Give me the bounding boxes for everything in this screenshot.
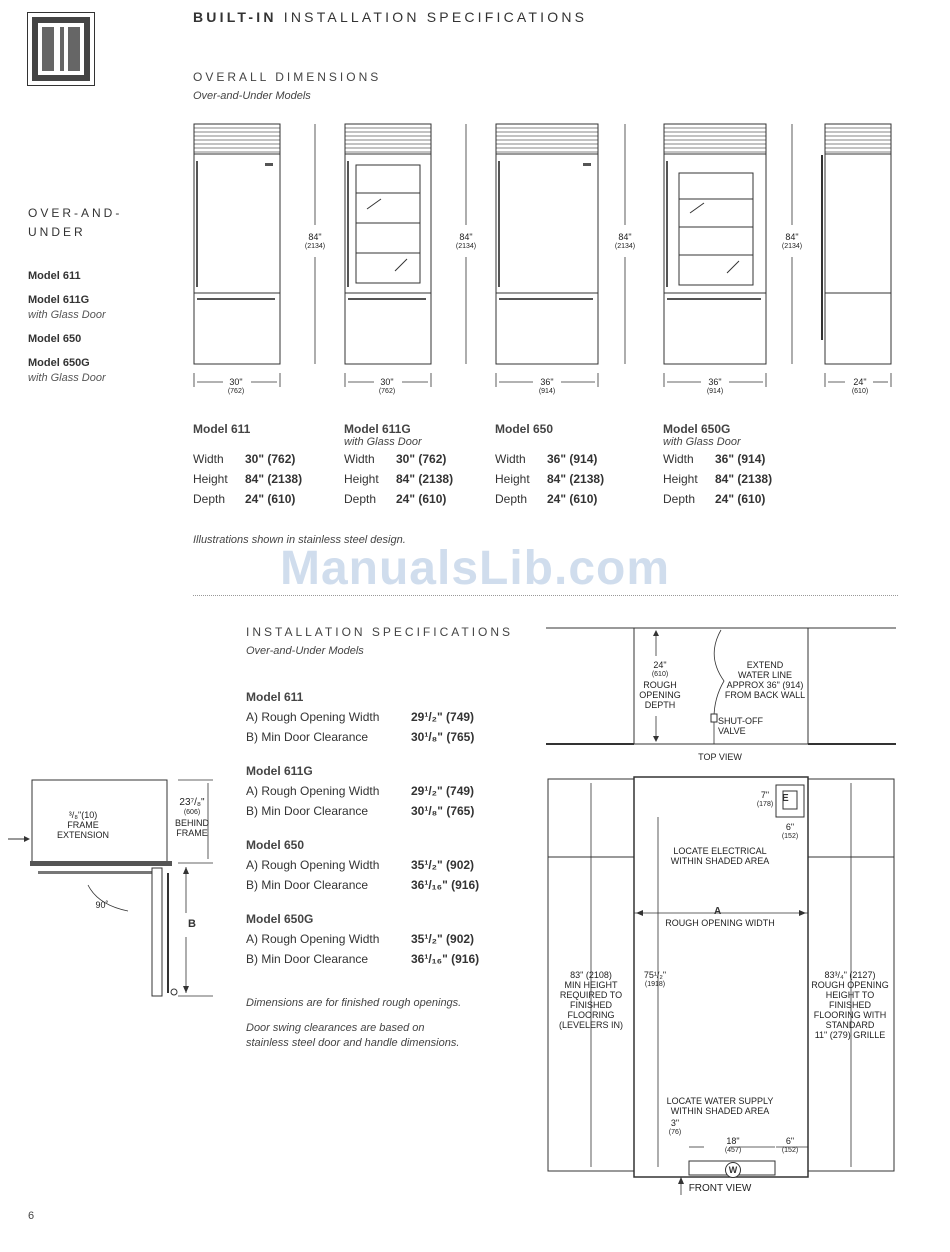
top-view-water-label: EXTEND WATER LINE APPROX 36" (914) FROM BACK WALL — [724, 660, 806, 700]
sidebar-model-611g: Model 611G — [28, 294, 90, 306]
sidebar-model-650g-sub: with Glass Door — [28, 372, 106, 384]
install-note-2: Door swing clearances are based on stainless steel door and handle dimensions. — [246, 1022, 460, 1049]
section-divider — [193, 595, 898, 596]
fridge-depth-label: 24" (610) — [851, 377, 869, 395]
door-clearance-b-label: B — [188, 918, 196, 930]
locate-water-supply-label: LOCATE WATER SUPPLY WITHIN SHADED AREA — [666, 1096, 774, 1116]
behind-frame-label: 23⁷/₈" (606) BEHIND FRAME — [174, 797, 209, 838]
front-view-7in-label: 7" (178) — [756, 790, 774, 808]
front-view-6in-label: 6" (152) — [781, 822, 799, 840]
electrical-e-label: E — [782, 793, 789, 804]
watermark: ManualsLib.com — [279, 542, 671, 595]
fridge-650g-height-label: 84" (2134) — [781, 232, 803, 250]
fridge-side-view-drawing — [822, 124, 891, 364]
model-650g-spec-block: Model 650G with Glass Door Width 36" (914) Height 84" (2138) Depth 24" (610) — [663, 422, 773, 506]
front-view-18in-label: 18" (457) — [724, 1136, 742, 1154]
install-model-650g: Model 650G A) Rough Opening Width 35¹/₂" (902) B) Min Door Clearance 36¹/₁₆" (916) — [246, 912, 480, 966]
model-650-spec-block: Model 650 Width 36" (914) Height 84" (2138) Depth 24" (610) — [495, 422, 605, 506]
overall-dimensions-title: OVERALL DIMENSIONS — [193, 70, 382, 84]
fridge-650-height-label: 84" (2134) — [614, 232, 636, 250]
sidebar-heading: OVER-AND- UNDER — [28, 206, 123, 239]
illustration-note: Illustrations shown in stainless steel design. — [193, 534, 406, 546]
fridge-650-width-label: 36" (914) — [538, 377, 556, 395]
page-header-title: BUILT-IN INSTALLATION SPECIFICATIONS — [193, 9, 588, 25]
locate-electrical-label: LOCATE ELECTRICAL WITHIN SHADED AREA — [670, 846, 770, 866]
install-specs-title: INSTALLATION SPECIFICATIONS — [246, 625, 514, 639]
refrigerator-illustrations — [185, 115, 905, 405]
install-specs-subtitle: Over-and-Under Models — [246, 645, 364, 657]
rough-opening-a-label: A — [714, 906, 722, 917]
fridge-611-width-label: 30" (762) — [227, 377, 245, 395]
fridge-650g-width-label: 36" (914) — [706, 377, 724, 395]
sidebar-model-611g-sub: with Glass Door — [28, 309, 106, 321]
rough-opening-width-label: ROUGH OPENING WIDTH — [665, 918, 775, 928]
fridge-611-height-label: 84" (2134) — [304, 232, 326, 250]
frame-extension-label: ³/₈"(10) FRAME EXTENSION — [56, 810, 109, 840]
fridge-650-drawing — [496, 124, 598, 364]
install-note-1: Dimensions are for finished rough openings. — [246, 997, 462, 1009]
brand-logo — [27, 12, 95, 86]
sidebar-model-650g: Model 650G — [28, 357, 90, 369]
front-view-3in-label: 3" (76) — [668, 1118, 682, 1136]
top-view-depth-label: 24" (610) ROUGH OPENING DEPTH — [639, 660, 681, 710]
sidebar-model-611: Model 611 — [28, 270, 81, 282]
mid-height-label: 75¹/₂" (1918) — [643, 970, 667, 988]
overall-dimensions-subtitle: Over-and-Under Models — [193, 90, 311, 102]
min-height-label: 83" (2108) MIN HEIGHT REQUIRED TO FINISHED FLOORING (LEVELERS IN) — [558, 970, 624, 1030]
rough-opening-height-label: 83³/₄" (2127) ROUGH OPENING HEIGHT TO FINISHED FLOORING WITH STANDARD 11" (279) GRILLE — [811, 970, 889, 1040]
front-view-caption: FRONT VIEW — [688, 1183, 752, 1194]
model-611-spec-block: Model 611 Width 30" (762) Height 84" (2138) Depth 24" (610) — [193, 422, 303, 506]
install-model-611: Model 611 A) Rough Opening Width 29¹/₂" (749) B) Min Door Clearance 30¹/₈" (765) — [246, 690, 475, 744]
fridge-611g-height-label: 84" (2134) — [455, 232, 477, 250]
fridge-611g-drawing — [345, 124, 431, 364]
install-model-650: Model 650 A) Rough Opening Width 35¹/₂" (902) B) Min Door Clearance 36¹/₁₆" (916) — [246, 838, 480, 892]
swing-angle-label: 90˚ — [95, 900, 109, 910]
fridge-611g-width-label: 30" (762) — [378, 377, 396, 395]
page-number: 6 — [28, 1210, 35, 1222]
fridge-650g-drawing — [664, 124, 766, 364]
fridge-611-drawing — [194, 124, 280, 364]
shutoff-valve-label: SHUT-OFF VALVE — [718, 716, 763, 736]
water-w-label: W — [725, 1162, 741, 1178]
top-view-caption: TOP VIEW — [698, 752, 742, 762]
sidebar-model-650: Model 650 — [28, 333, 82, 345]
install-model-611g: Model 611G A) Rough Opening Width 29¹/₂" (749) B) Min Door Clearance 30¹/₈" (765) — [246, 764, 475, 818]
model-611g-spec-block: Model 611G with Glass Door Width 30" (762) Height 84" (2138) Depth 24" (610) — [344, 422, 454, 506]
front-view-6in-bottom-label: 6" (152) — [781, 1136, 799, 1154]
